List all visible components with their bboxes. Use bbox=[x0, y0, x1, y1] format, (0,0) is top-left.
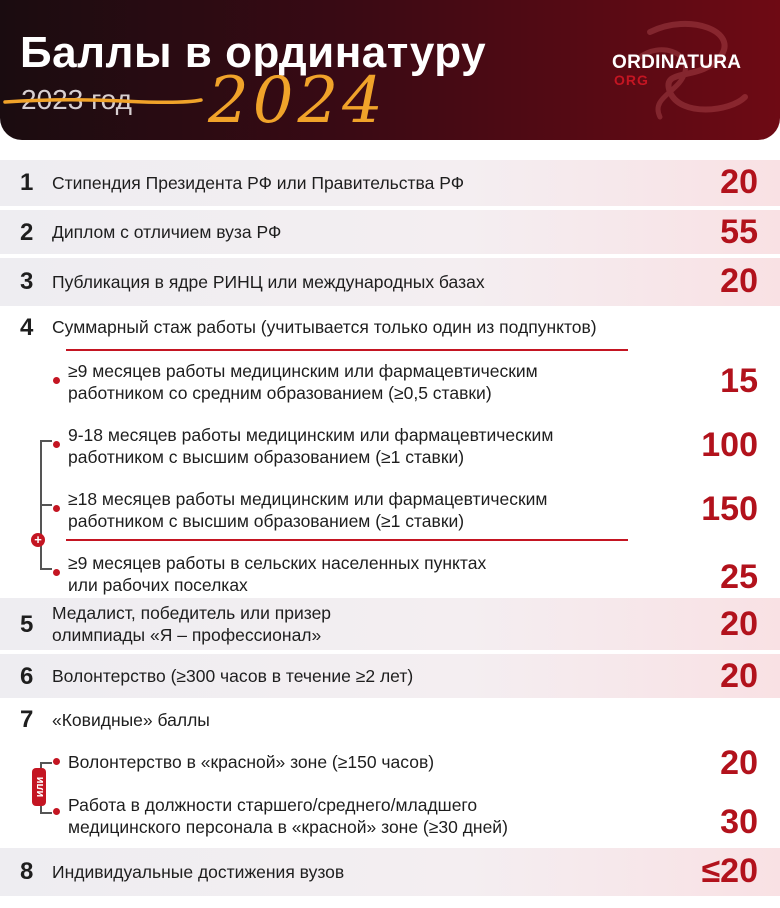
subitem-line1: Работа в должности старшего/среднего/младшего bbox=[68, 795, 478, 815]
item-points: ≤20 bbox=[701, 852, 758, 890]
bullet-icon bbox=[53, 758, 60, 765]
or-label: или bbox=[34, 776, 46, 798]
subitem-line2: или рабочих поселках bbox=[68, 575, 248, 595]
item-points: 20 bbox=[720, 605, 758, 643]
divider-line bbox=[66, 349, 628, 351]
subitem-points: 30 bbox=[720, 803, 758, 841]
item-points: 20 bbox=[720, 262, 758, 300]
item-number: 5 bbox=[20, 611, 34, 638]
item-row-1 bbox=[0, 160, 780, 206]
item-label: Стипендия Президента РФ или Правительства РФ bbox=[52, 173, 465, 193]
item-row-8 bbox=[0, 848, 780, 896]
item-row-7 bbox=[0, 702, 780, 844]
bracket-tick bbox=[40, 762, 52, 764]
subitem-line2: медицинского персонала в «красной» зоне (≥30 дней) bbox=[68, 817, 508, 837]
item-row-4 bbox=[0, 310, 780, 596]
bracket-tick bbox=[40, 812, 52, 814]
subitem-line1: Волонтерство в «красной» зоне (≥150 часов) bbox=[68, 752, 435, 772]
brand-suffix: ORG bbox=[614, 72, 649, 88]
item-number: 6 bbox=[20, 663, 34, 690]
bracket-tick bbox=[40, 568, 52, 570]
strike-through-mark bbox=[3, 97, 203, 105]
subitem-line1: ≥9 месяцев работы в сельских населенных пунктах bbox=[68, 553, 487, 573]
bullet-icon bbox=[53, 441, 60, 448]
header-banner bbox=[0, 0, 780, 140]
bullet-icon bbox=[53, 505, 60, 512]
item-number: 1 bbox=[20, 169, 34, 196]
subitem-line1: ≥18 месяцев работы медицинским или фармацевтическим bbox=[68, 489, 548, 509]
new-year-handwritten: 2024 bbox=[208, 64, 387, 138]
item-row-3 bbox=[0, 258, 780, 306]
divider-line bbox=[66, 539, 628, 541]
subitem-line1: ≥9 месяцев работы медицинским или фармацевтическим bbox=[68, 361, 538, 381]
subitem-points: 25 bbox=[720, 558, 758, 596]
item-number: 7 bbox=[20, 706, 34, 733]
item-number: 3 bbox=[20, 268, 34, 295]
bracket-tick bbox=[40, 504, 52, 506]
old-year-label: 2023 год bbox=[21, 84, 132, 115]
subitem-points: 100 bbox=[701, 426, 758, 464]
item-points: 20 bbox=[720, 163, 758, 201]
subitem-points: 150 bbox=[701, 490, 758, 528]
bullet-icon bbox=[53, 808, 60, 815]
item-number: 2 bbox=[20, 219, 34, 246]
or-badge bbox=[32, 768, 46, 806]
bracket-tick bbox=[40, 440, 52, 442]
item-label: Волонтерство (≥300 часов в течение ≥2 лет) bbox=[52, 666, 414, 686]
item-label: Индивидуальные достижения вузов bbox=[52, 862, 345, 882]
item-row-6 bbox=[0, 654, 780, 698]
page-title: Баллы в ординатуру bbox=[20, 28, 487, 77]
bullet-icon bbox=[53, 569, 60, 576]
subitem-line2: работником с высшим образованием (≥1 ставки) bbox=[68, 511, 465, 531]
subitem-points: 15 bbox=[720, 362, 758, 400]
item-label: Диплом с отличием вуза РФ bbox=[52, 222, 282, 242]
item-label: Публикация в ядре РИНЦ или международных базах bbox=[52, 272, 485, 292]
item-points: 55 bbox=[720, 213, 758, 251]
item-row-2 bbox=[0, 210, 780, 254]
item-number: 8 bbox=[20, 858, 34, 885]
item-label: Суммарный стаж работы (учитывается только один из подпунктов) bbox=[52, 317, 597, 337]
item-row-5 bbox=[0, 598, 780, 650]
item-label-line1: Медалист, победитель или призер bbox=[52, 603, 332, 623]
subitem-points: 20 bbox=[720, 744, 758, 782]
brand-name: ORDINATURA bbox=[612, 52, 742, 73]
item-label: «Ковидные» баллы bbox=[52, 710, 210, 730]
subitem-line1: 9-18 месяцев работы медицинским или фармацевтическим bbox=[68, 425, 554, 445]
plus-icon: + bbox=[31, 533, 45, 547]
item-label-line2: олимпиады «Я – профессионал» bbox=[52, 625, 322, 645]
bullet-icon bbox=[53, 377, 60, 384]
item-points: 20 bbox=[720, 657, 758, 695]
item-number: 4 bbox=[20, 314, 34, 341]
subitem-line2: работником со средним образованием (≥0,5 ставки) bbox=[68, 383, 492, 403]
subitem-line2: работником с высшим образованием (≥1 ставки) bbox=[68, 447, 465, 467]
